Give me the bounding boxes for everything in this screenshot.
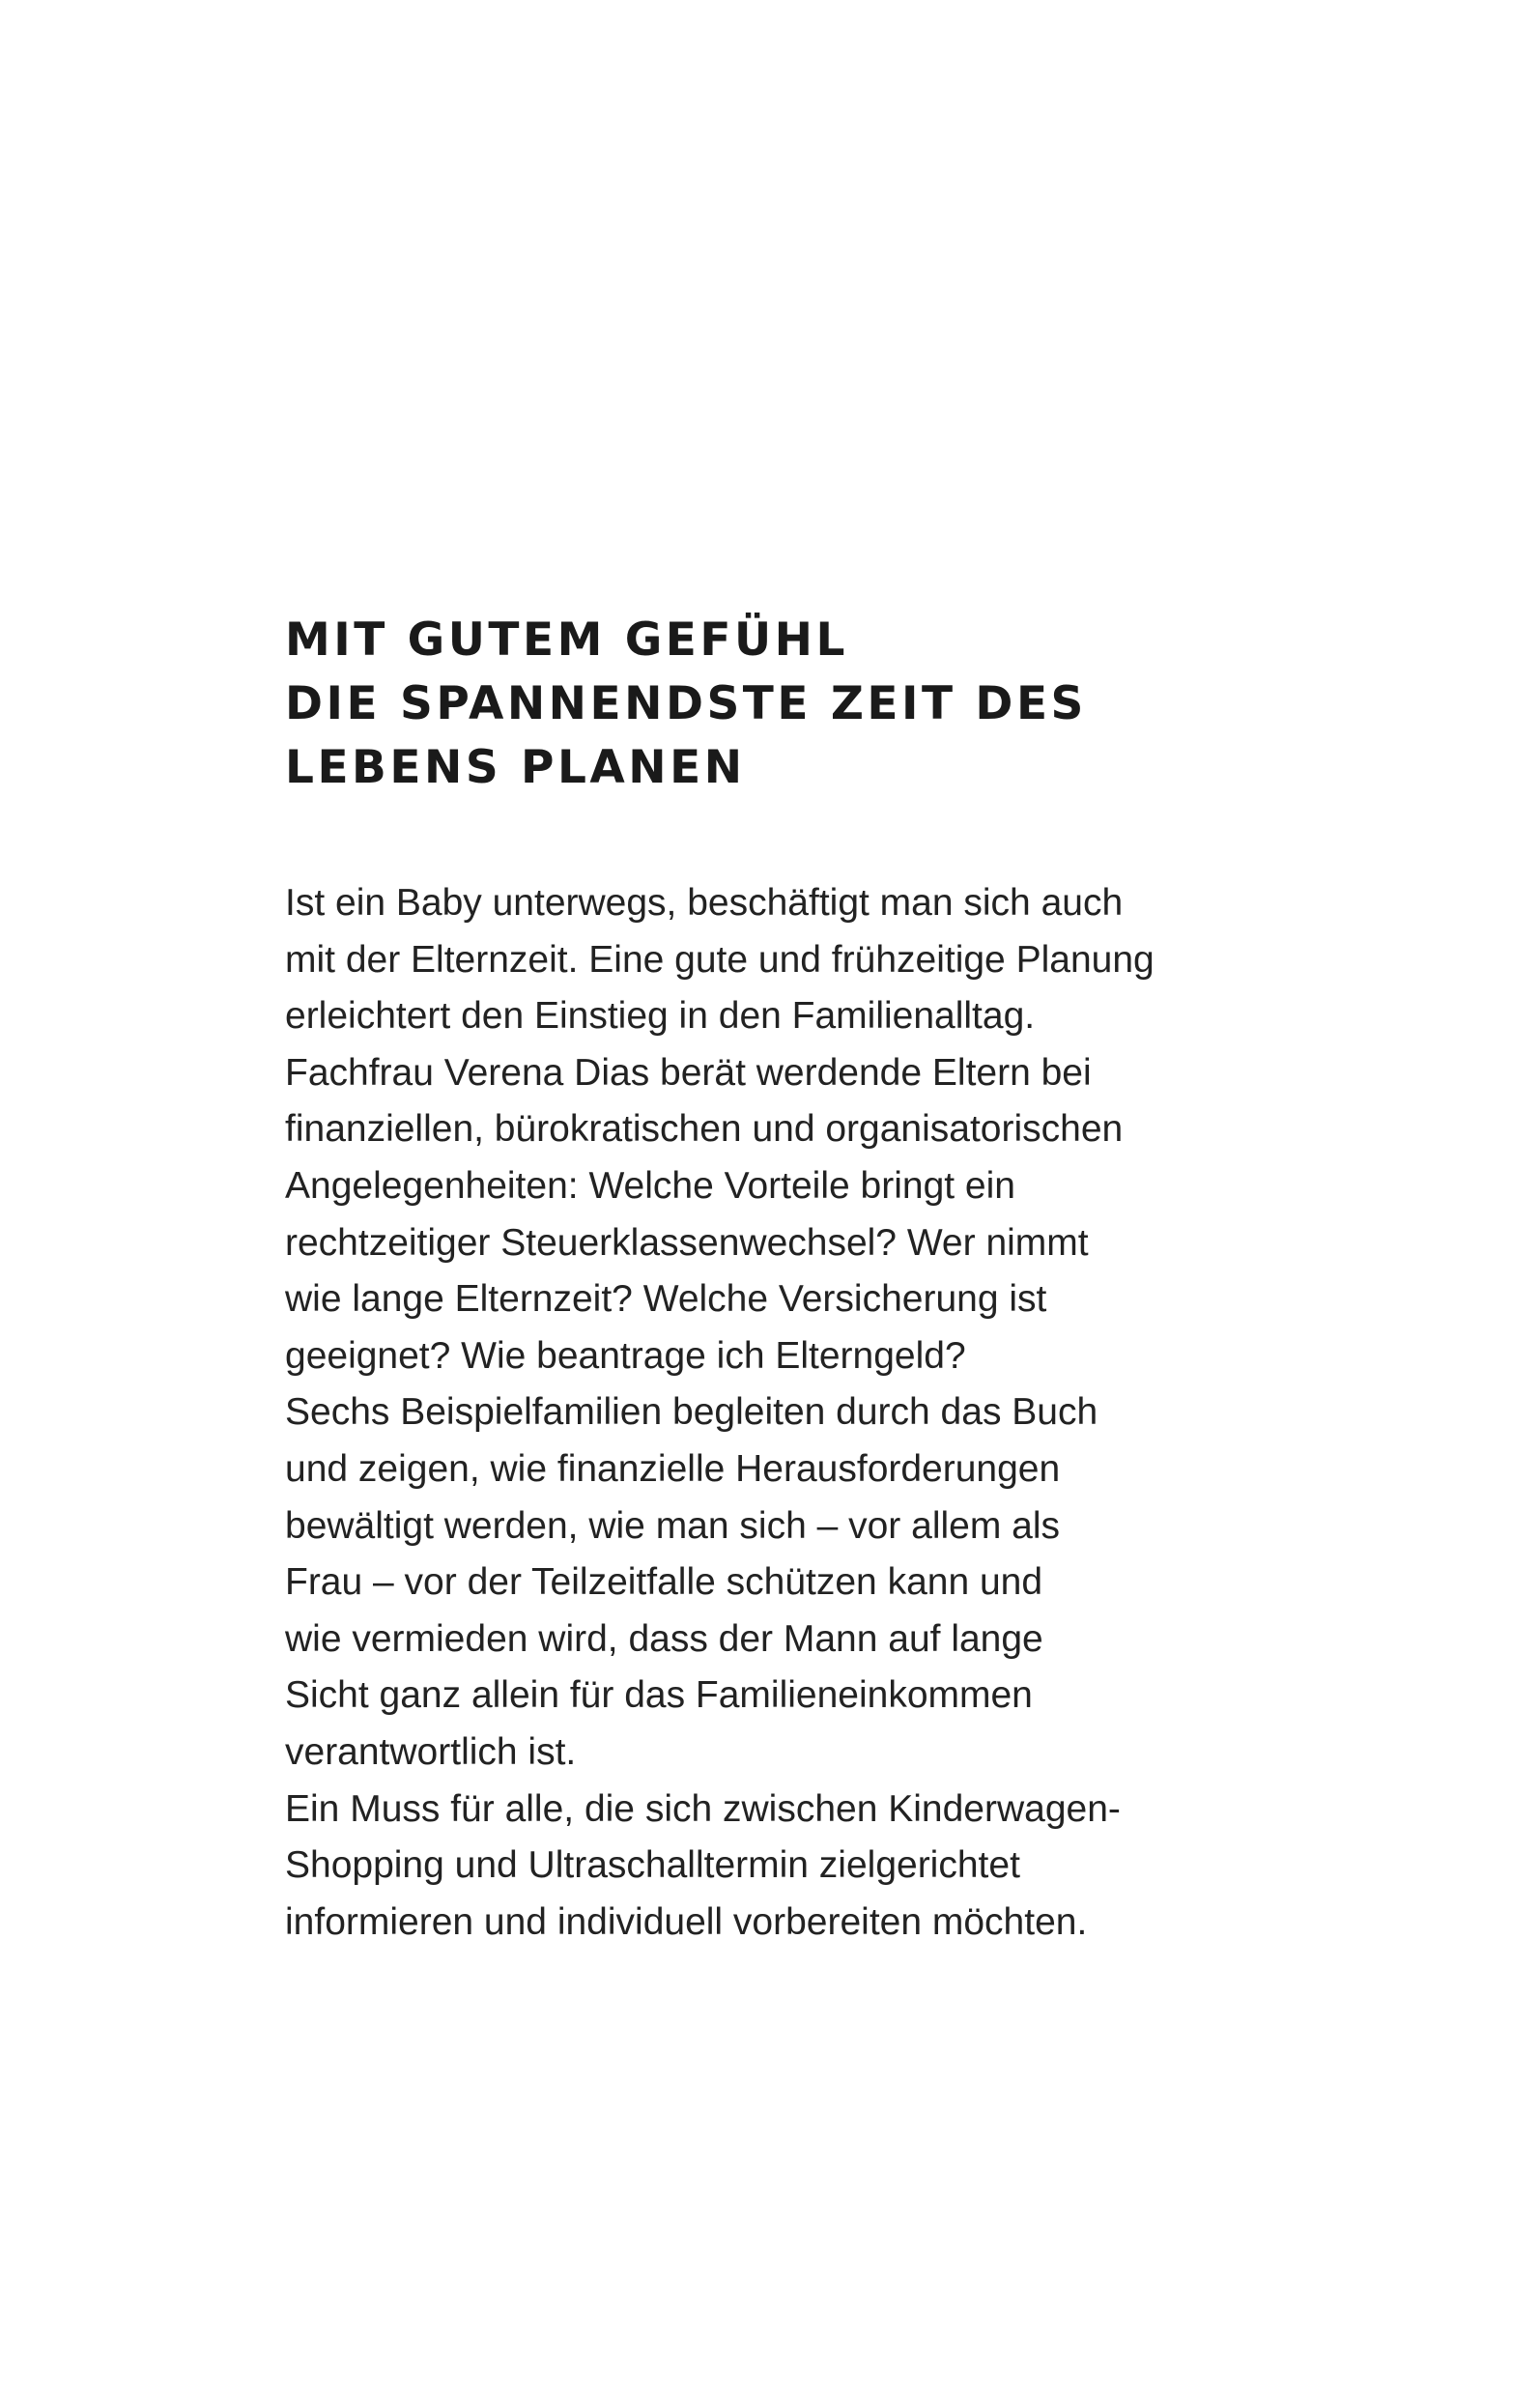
body-line: mit der Elternzeit. Eine gute und frühzeitige Planung	[285, 938, 1155, 981]
body-line: Angelegenheiten: Welche Vorteile bringt ein	[285, 1164, 1015, 1207]
body-line: wie lange Elternzeit? Welche Versicherung ist	[285, 1278, 1047, 1321]
body-line: Frau – vor der Teilzeitfalle schützen kann und	[285, 1561, 1043, 1604]
body-line: Ist ein Baby unterwegs, beschäftigt man sich auch	[285, 882, 1124, 924]
heading-line: LEBENS PLANEN	[285, 741, 746, 794]
body-line: verantwortlich ist.	[285, 1730, 577, 1773]
body-line: Fachfrau Verena Dias berät werdende Eltern bei	[285, 1051, 1092, 1094]
body-line: und zeigen, wie finanzielle Herausforderungen	[285, 1447, 1061, 1490]
body-line: wie vermieden wird, dass der Mann auf lange	[285, 1617, 1043, 1660]
body-line: finanziellen, bürokratischen und organisatorischen	[285, 1108, 1124, 1151]
heading-line: DIE SPANNENDSTE ZEIT DES	[285, 677, 1087, 730]
heading-line: MIT GUTEM GEFÜHL	[285, 613, 848, 667]
body-line: Sechs Beispielfamilien begleiten durch das Buch	[285, 1391, 1098, 1434]
body-line: Ein Muss für alle, die sich zwischen Kinderwagen-	[285, 1787, 1121, 1830]
body-line: Shopping und Ultraschalltermin zielgerichtet	[285, 1844, 1020, 1887]
body-line: informieren und individuell vorbereiten möchten.	[285, 1900, 1088, 1943]
body-line: rechtzeitiger Steuerklassenwechsel? Wer nimmt	[285, 1221, 1089, 1264]
body-line: bewältigt werden, wie man sich – vor allem als	[285, 1504, 1061, 1547]
blurb-heading	[285, 609, 1251, 800]
body-line: Sicht ganz allein für das Familieneinkommen	[285, 1674, 1033, 1717]
blurb-block	[285, 609, 1251, 1951]
blurb-body-text	[285, 875, 1251, 1951]
body-line: erleichtert den Einstieg in den Familienalltag.	[285, 995, 1036, 1038]
body-line: geeignet? Wie beantrage ich Elterngeld?	[285, 1334, 966, 1377]
